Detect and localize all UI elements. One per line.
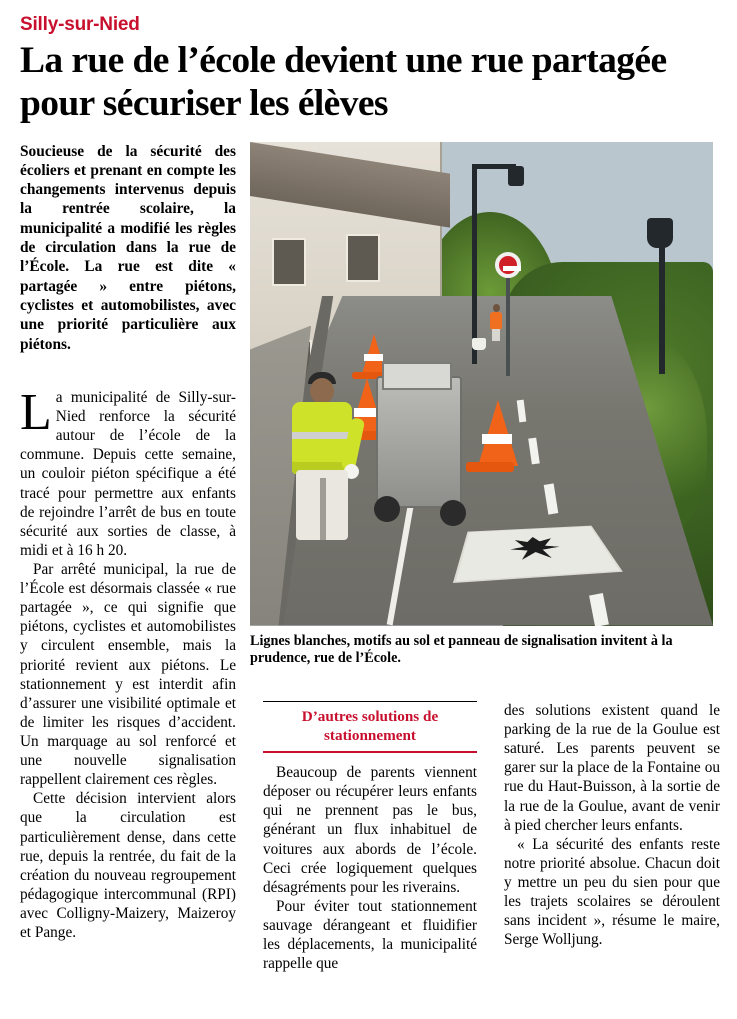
pedestrian-marking-icon	[508, 535, 566, 562]
photo-worker-leg-split	[320, 478, 326, 540]
photo-caption: Lignes blanches, motifs au sol et panneau de signalisation invitent à la prudence, rue de l’École.	[250, 632, 673, 666]
paragraph: Par arrêté municipal, la rue de l’École est désormais classée « rue partagée », ce qui signifie que piétons, cyclistes et automobilistes y circulent ensemble, mais la priorité revient aux piétons. Le stationnement y est interdit afin d’assurer une visibilité optimale et de limiter les risques d’accident. Un marquage au sol renforcé et une nouvelle signalisation rappellent clairement ces règles.	[20, 560, 236, 789]
article-photo	[250, 142, 713, 626]
photo-lamppost	[472, 164, 477, 364]
photo-cone-base	[466, 462, 514, 472]
page-title: La rue de l’école devient une rue partagée pour sécuriser les élèves	[20, 40, 667, 124]
paragraph: Pour éviter tout stationnement sauvage dérangeant et fluidifier les déplacements, la municipalité rappelle que	[263, 897, 477, 973]
photo-traffic-cone	[478, 400, 518, 466]
photo-worker-head	[310, 378, 334, 404]
no-entry-sign-icon	[495, 252, 521, 278]
photo-worker-vest-stripe	[292, 432, 352, 439]
article-standfirst: Soucieuse de la sécurité des écoliers et prenant en compte les changements intervenus depuis la rentrée scolaire, la municipalité a modifié les règles de circulation dans la rue de l’École. La rue est dite « partagée » entre piétons, cyclistes et automobilistes, avec une priorité particulière aux piétons.	[20, 142, 236, 353]
photo-cone-band	[482, 434, 512, 444]
article-column-1	[20, 384, 236, 942]
photo-machine-top	[382, 362, 452, 390]
photo-bucket	[472, 338, 486, 350]
article-column-3	[504, 701, 720, 949]
photo-window	[346, 234, 380, 282]
photo-machine-wheel	[440, 500, 466, 526]
section-divider	[263, 701, 477, 702]
photo-person-distant	[490, 304, 502, 338]
paragraph: La municipalité de Silly-sur-Nied renforce la sécurité autour de l’école de la commune. Depuis cette semaine, un couloir piéton spécifique a été tracé pour permettre aux enfants de rejoindre l’arrêt de bus en toute sécurité aux sorties de classe, à midi et à 16 h 20.	[20, 384, 236, 559]
paragraph: Cette décision intervient alors que la circulation est particulièrement dense, dans cette rue, depuis la rentrée, du fait de la création du nouveau regroupement pédagogique intercommunal (RPI) avec Colligny-Maizery, Maizeroy et Pange.	[20, 790, 236, 942]
photo-building-roof	[250, 142, 450, 228]
photo-line-marking-machine	[376, 376, 462, 508]
section-subheading: D’autres solutions de stationnement	[263, 708, 477, 753]
article-kicker: Silly-sur-Nied	[20, 14, 140, 35]
photo-lamp-head	[647, 218, 673, 248]
photo-road-worker	[286, 358, 360, 540]
paragraph: Beaucoup de parents viennent déposer ou récupérer leurs enfants qui ne prennent pas le bus, générant un flux inhabituel de voitures aux abords de l’école. Ceci crée logiquement quelques désagréments pour les riverains.	[263, 764, 477, 896]
photo-person-head	[493, 304, 500, 312]
paragraph: « La sécurité des enfants reste notre priorité absolue. Chacun doit y mettre un peu du sien pour que les trajets scolaires se déroulent sans incident », résume le maire, Serge Wolljung.	[504, 835, 720, 949]
photo-person-legs	[492, 329, 500, 341]
photo-window	[272, 238, 306, 286]
article-column-2	[263, 701, 477, 973]
photo-signpost	[506, 264, 510, 376]
photo-cone-band	[364, 354, 383, 361]
paragraph: des solutions existent quand le parking de la rue de la Goulue est saturé. Les parents peuvent se garer sur la place de la Fontaine ou rue du Haut-Buisson, à la sortie de la rue de la Goulue, avant de venir à pied chercher leurs enfants.	[504, 702, 720, 834]
photo-machine-wheel	[374, 496, 400, 522]
article-photo-column	[250, 142, 719, 668]
photo-person-body	[490, 312, 502, 330]
no-entry-bar	[503, 266, 521, 271]
photo-lamp-head	[508, 166, 524, 186]
